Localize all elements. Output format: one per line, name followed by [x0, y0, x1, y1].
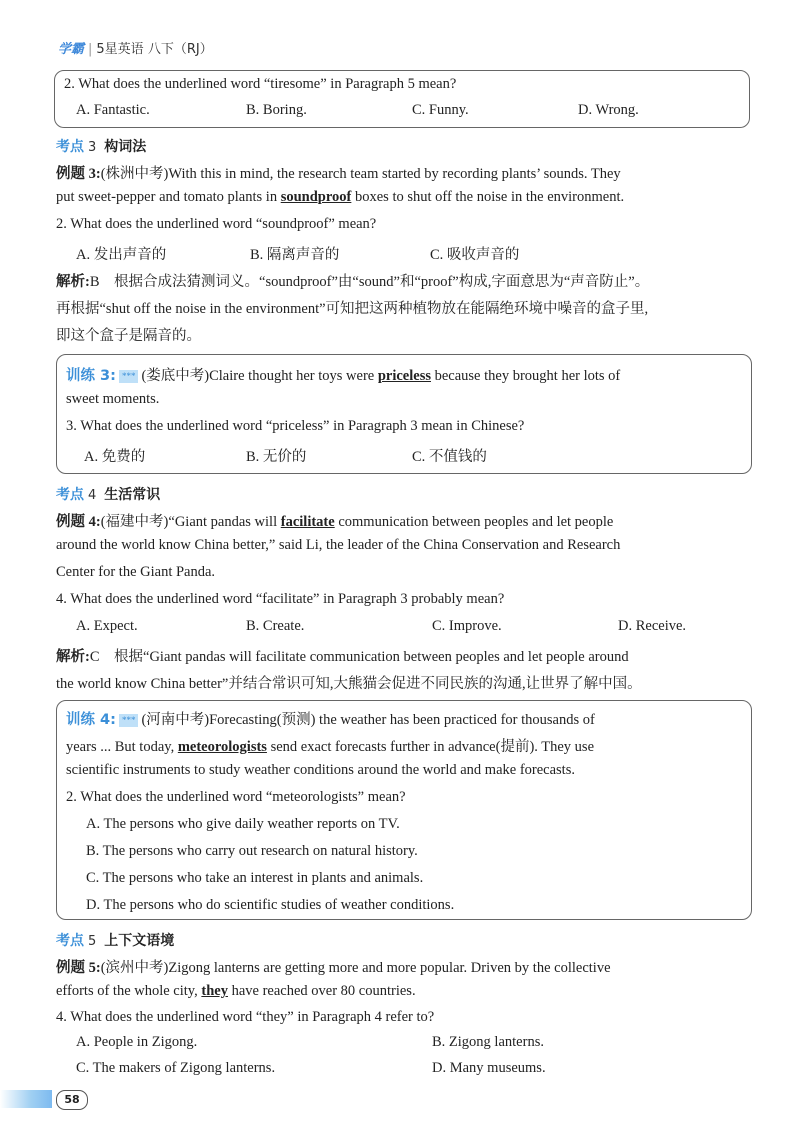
option-b: B. Zigong lanterns.	[432, 1034, 544, 1050]
training-source: (娄底中考)	[141, 368, 210, 384]
option-a: A. 发出声音的	[76, 247, 167, 263]
training-text: Claire thought her toys were	[209, 368, 378, 384]
option-a: A. Expect.	[76, 618, 138, 634]
underlined-word: soundproof	[280, 189, 352, 205]
analysis-label: 解析:	[56, 649, 90, 665]
question-text: 2. What does the underlined word “tiresome” in Paragraph 5 mean?	[64, 76, 457, 92]
example-text: put sweet-pepper and tomato plants in	[56, 189, 281, 205]
example-line-2: around the world know China better,” said Li, the leader of the China Conservation and Research	[56, 537, 621, 553]
option-a: A. 免费的	[84, 449, 146, 465]
example-text: communication between peoples and let people	[334, 514, 614, 530]
section-title: 上下文语境	[104, 933, 175, 949]
section-title: 生活常识	[104, 487, 161, 503]
example-line-2	[56, 189, 624, 206]
footer-decoration	[0, 1090, 52, 1108]
example-text: “Giant pandas will	[168, 514, 281, 530]
difficulty-stars: ***	[119, 714, 139, 727]
kaodian-label: 考点	[56, 139, 84, 155]
analysis-label: 解析:	[56, 274, 90, 290]
example-text: Zigong lanterns are getting more and more popular. Driven by the collective	[168, 960, 611, 976]
analysis-text: B 根据合成法猜测词义。“soundproof”由“sound”和“proof”构成,字面意思为“声音防止”。	[89, 274, 650, 290]
example-line-1	[56, 510, 613, 531]
kaodian-number: 3	[88, 140, 97, 155]
grade-label: 八下（RJ）	[147, 42, 213, 57]
option-d: D. Many museums.	[432, 1060, 546, 1076]
example-label: 例题 5:	[56, 960, 101, 976]
example-text: boxes to shut off the noise in the environment.	[351, 189, 625, 205]
page-number: 58	[56, 1090, 88, 1110]
example-line-1	[56, 162, 621, 183]
example-source: (滨州中考)	[100, 960, 169, 976]
training-line-2: sweet moments.	[66, 391, 160, 407]
training-text: because they brought her lots of	[430, 368, 621, 384]
option-a: A. People in Zigong.	[76, 1034, 198, 1050]
analysis-line-2: the world know China better”并结合常识可知,大熊猫会促进不同民族的沟通,让世界了解中国。	[56, 676, 642, 692]
question-text: 4. What does the underlined word “they” in Paragraph 4 refer to?	[56, 1009, 435, 1025]
option-c: C. The persons who take an interest in plants and animals.	[86, 870, 424, 886]
training-line-1	[66, 708, 595, 729]
training-line-2	[66, 735, 594, 756]
example-label: 例题 3:	[56, 166, 101, 182]
analysis-line-1	[56, 270, 649, 291]
underlined-word: meteorologists	[177, 739, 267, 755]
page-header: 学霸 | 5星英语 八下（RJ）	[58, 42, 213, 57]
kaodian-number: 5	[88, 934, 97, 949]
example-line-2	[56, 983, 416, 1000]
example-source: (福建中考)	[100, 514, 169, 530]
option-d: D. Wrong.	[578, 102, 639, 118]
example-text: efforts of the whole city,	[56, 983, 202, 999]
option-c: C. Improve.	[432, 618, 502, 634]
section-title: 构词法	[104, 139, 147, 155]
series-title: 5星英语	[96, 42, 144, 57]
section-heading-5	[56, 930, 174, 950]
option-c: C. The makers of Zigong lanterns.	[76, 1060, 276, 1076]
training-text: send exact forecasts further in advance(提前). They use	[266, 739, 595, 755]
question-text: 2. What does the underlined word “soundproof” mean?	[56, 216, 377, 232]
underlined-word: facilitate	[280, 514, 335, 530]
option-d: D. Receive.	[618, 618, 687, 634]
kaodian-number: 4	[88, 488, 97, 503]
option-b: B. 隔离声音的	[250, 247, 340, 263]
training-text: Forecasting(预测) the weather has been practiced for thousands of	[209, 712, 595, 728]
example-line-1	[56, 956, 611, 977]
training-label: 训练 4:	[66, 712, 116, 728]
analysis-line-2: 再根据“shut off the noise in the environment”可知把这两种植物放在能隔绝环境中噪音的盒子里,	[56, 301, 649, 317]
option-c: C. 不值钱的	[412, 449, 487, 465]
analysis-line-1	[56, 645, 629, 666]
section-heading-3	[56, 136, 146, 156]
training-line-1	[66, 364, 620, 385]
analysis-line-3: 即这个盒子是隔音的。	[56, 328, 201, 344]
option-a: A. Fantastic.	[76, 102, 150, 118]
section-heading-4	[56, 484, 160, 504]
option-a: A. The persons who give daily weather reports on TV.	[86, 816, 400, 832]
option-b: B. The persons who carry out research on natural history.	[86, 843, 418, 859]
training-label: 训练 3:	[66, 368, 116, 384]
option-c: C. 吸收声音的	[430, 247, 520, 263]
option-d: D. The persons who do scientific studies of weather conditions.	[86, 897, 455, 913]
option-b: B. Boring.	[246, 102, 307, 118]
example-text: have reached over 80 countries.	[227, 983, 416, 999]
brand-logo: 学霸	[58, 42, 85, 57]
question-text: 4. What does the underlined word “facilitate” in Paragraph 3 probably mean?	[56, 591, 505, 607]
option-c: C. Funny.	[412, 102, 469, 118]
option-b: B. 无价的	[246, 449, 307, 465]
kaodian-label: 考点	[56, 933, 84, 949]
underlined-word: priceless	[377, 368, 431, 384]
question-text: 3. What does the underlined word “priceless” in Paragraph 3 mean in Chinese?	[66, 418, 525, 434]
option-b: B. Create.	[246, 618, 305, 634]
question-text: 2. What does the underlined word “meteorologists” mean?	[66, 789, 406, 805]
example-label: 例题 4:	[56, 514, 101, 530]
training-source: (河南中考)	[141, 712, 210, 728]
kaodian-label: 考点	[56, 487, 84, 503]
analysis-text: C 根据“Giant pandas will facilitate communication between peoples and let people around	[89, 649, 629, 665]
training-box-4	[56, 700, 752, 920]
training-line-3: scientific instruments to study weather conditions around the world and make forecasts.	[66, 762, 575, 778]
example-source: (株洲中考)	[100, 166, 169, 182]
example-line-3: Center for the Giant Panda.	[56, 564, 216, 580]
underlined-word: they	[201, 983, 228, 999]
training-text: years ... But today,	[66, 739, 178, 755]
example-text: With this in mind, the research team started by recording plants’ sounds. They	[168, 166, 621, 182]
difficulty-stars: ***	[119, 370, 139, 383]
